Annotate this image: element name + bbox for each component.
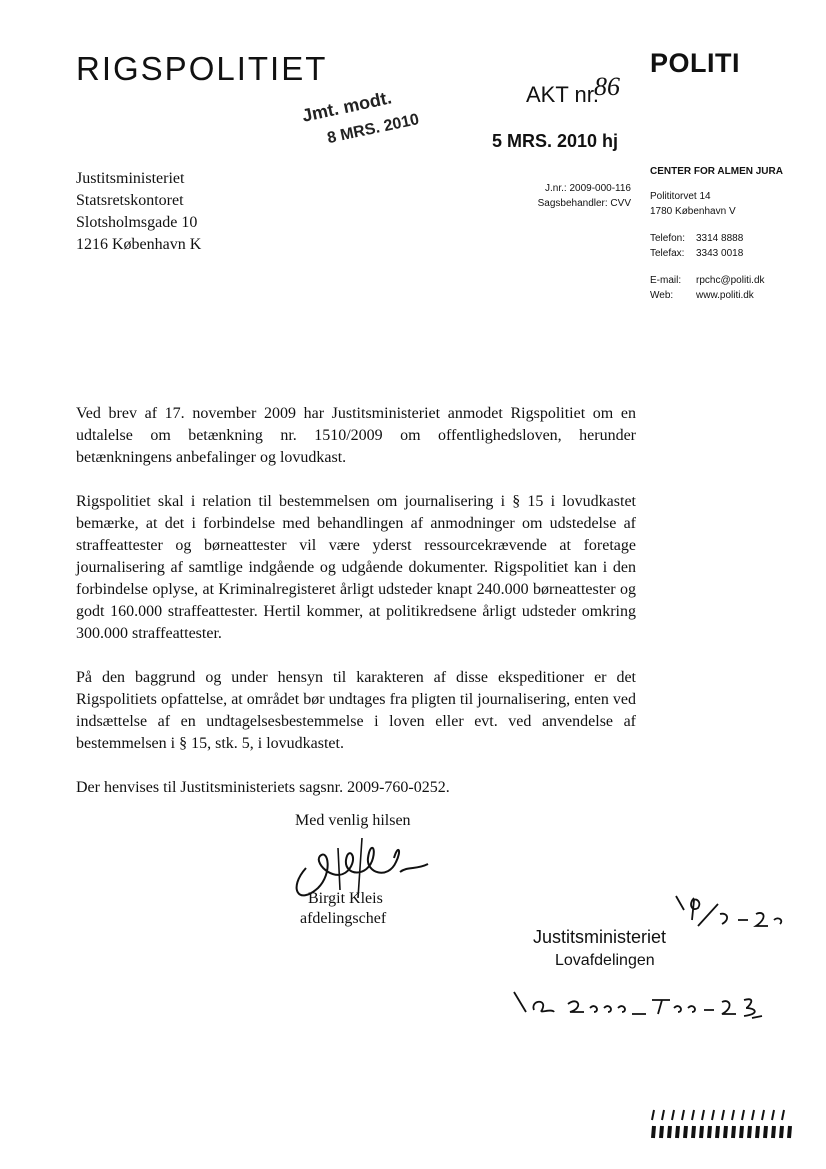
signer-title: afdelingschef xyxy=(300,910,387,927)
recipient-office: Statsretskontoret xyxy=(76,192,184,209)
date-stamp: 5 MRS. 2010 hj xyxy=(492,131,619,151)
address-line-2: 1780 København V xyxy=(650,206,736,217)
ministry-stamp-dept: Lovafdelingen xyxy=(555,952,655,969)
received-stamp xyxy=(300,79,442,174)
web-value: www.politi.dk xyxy=(696,290,754,301)
akt-number: 86 xyxy=(594,72,620,101)
phone-label: Telefon: xyxy=(650,233,686,244)
paragraph-1: Ved brev af 17. november 2009 har Justitsministeriet anmodet Rigspolitiet om en udtalelse om betænkning nr. 1510/2009 om offentlighedsloven, herunder betænkningens anbefalinger og lovudkast. xyxy=(76,405,636,466)
recipient-city: 1216 København K xyxy=(76,236,202,253)
recipient-name: Justitsministeriet xyxy=(76,170,185,187)
ministry-stamp xyxy=(533,925,666,973)
email-value: rpchc@politi.dk xyxy=(696,275,765,286)
fax-label: Telefax: xyxy=(650,248,685,259)
paragraph-4: Der henvises til Justitsministeriets sagsnr. 2009-760-0252. xyxy=(76,779,450,796)
signer-name: Birgit Kleis xyxy=(308,890,383,907)
handwritten-date-icon xyxy=(668,890,788,940)
closing-greeting: Med venlig hilsen xyxy=(295,812,411,829)
journal-number: J.nr.: 2009-000-116 xyxy=(545,183,631,194)
department-name: CENTER FOR ALMEN JURA xyxy=(650,166,783,177)
email-row xyxy=(650,273,783,288)
letter-body xyxy=(76,403,636,821)
address-line-1: Polititorvet 14 xyxy=(650,191,711,202)
received-stamp-label: Jmt. modt. xyxy=(300,87,394,126)
handwritten-case-icon xyxy=(508,978,768,1028)
paragraph-2: Rigspolitiet skal i relation til bestemmelsen om journalisering i § 15 i lovudkastet bemærke, at det i forbindelse med behandlingen af anmodninger om udstedelse af straffeattester og børneattester vil være yderst ressourcekrævende at foretage journalisering af samtlige indgående og udgående dokumenter. Rigspolitiet kan i den forbindelse oplyse, at Kriminalregisteret årligt udsteder knapt 240.000 børneattester og godt 160.000 straffeattester. Hertil kommer, at politikredsene årligt udsteder omkring 300.000 straffeattester. xyxy=(76,493,636,642)
case-handler: Sagsbehandler: CVV xyxy=(537,198,631,209)
barcode-icon xyxy=(650,1108,794,1140)
contact-block xyxy=(650,164,783,303)
received-stamp-date: 8 MRS. 2010 xyxy=(325,111,421,148)
recipient-address xyxy=(76,168,201,256)
ministry-stamp-name: Justitsministeriet xyxy=(533,927,667,947)
fax-row xyxy=(650,246,783,261)
recipient-street: Slotsholmsgade 10 xyxy=(76,214,198,231)
reference-block xyxy=(511,181,631,211)
web-row xyxy=(650,288,783,303)
fax-value: 3343 0018 xyxy=(696,248,744,259)
web-label: Web: xyxy=(650,290,674,301)
email-label: E-mail: xyxy=(650,275,682,286)
phone-value: 3314 8888 xyxy=(696,233,744,244)
akt-label: AKT nr. xyxy=(526,82,599,107)
sender-name: RIGSPOLITIET xyxy=(76,50,328,87)
politi-logo: POLITI xyxy=(650,48,740,78)
paragraph-3: På den baggrund og under hensyn til karakteren af disse ekspeditioner er det Rigspolitiets opfattelse, at området bør undtages fra pligten til journalisering, enten ved indsættelse af en undtagelsesbestemmelse i loven eller evt. ved anvendelse af bestemmelsen i § 15, stk. 5, i lovudkastet. xyxy=(76,669,636,752)
phone-row xyxy=(650,231,783,246)
